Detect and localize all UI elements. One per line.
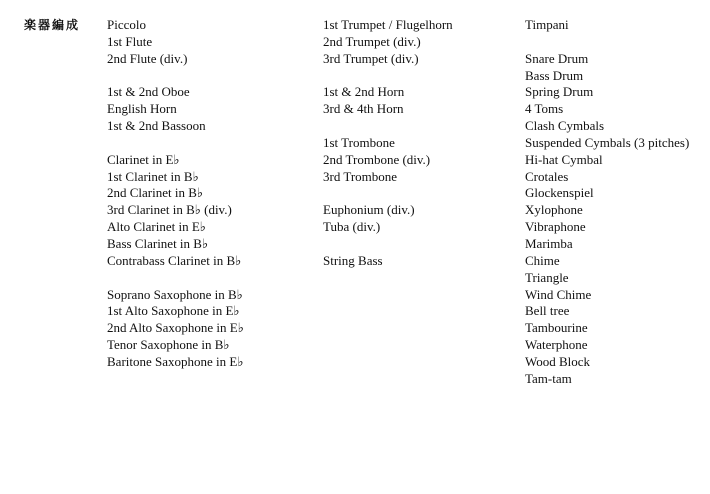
instrument-entry: Spring Drum — [525, 84, 594, 100]
group-spacer — [107, 135, 244, 152]
group-spacer — [107, 68, 244, 85]
instrument-entry: Piccolo — [107, 17, 146, 32]
instrument-entry: Suspended Cymbals (3 pitches) — [525, 134, 690, 150]
instrument-entry: 2nd Trumpet (div.) — [323, 33, 421, 49]
instrument-entry: 1st & 2nd Horn — [323, 84, 405, 100]
instrument-entry: Clash Cymbals — [525, 118, 605, 134]
instrument-entry: 1st Alto Saxophone in E♭ — [107, 303, 240, 319]
instrument-entry: 2nd Alto Saxophone in E♭ — [107, 320, 244, 336]
instrument-column-brass — [323, 17, 453, 270]
instrument-entry: 1st & 2nd Oboe — [107, 84, 190, 100]
instrument-entry: Tuba (div.) — [323, 219, 381, 235]
instrument-entry: English Horn — [107, 101, 177, 117]
group-spacer — [323, 118, 453, 135]
instrument-column-woodwinds — [107, 17, 244, 371]
instrument-entry: Bass Clarinet in B♭ — [107, 235, 209, 251]
instrument-entry: 2nd Trombone (div.) — [323, 151, 431, 167]
instrument-entry: Bell tree — [525, 303, 570, 319]
instrument-entry: Soprano Saxophone in B♭ — [107, 286, 243, 302]
instrument-entry: Crotales — [525, 168, 569, 184]
instrument-column-percussion — [525, 17, 689, 388]
instrument-entry: 2nd Flute (div.) — [107, 50, 188, 66]
group-spacer — [323, 68, 453, 85]
instrument-entry: Timpani — [525, 17, 569, 32]
instrument-entry: Triangle — [525, 269, 569, 285]
group-spacer — [525, 34, 689, 51]
instrument-entry: Wood Block — [525, 353, 591, 369]
instrument-entry: Hi-hat Cymbal — [525, 151, 603, 167]
instrument-entry: 1st Trumpet / Flugelhorn — [323, 17, 453, 32]
instrument-entry: Tambourine — [525, 320, 588, 336]
instrument-entry: 1st Trombone — [323, 134, 395, 150]
group-spacer — [323, 185, 453, 202]
instrument-entry: Glockenspiel — [525, 185, 594, 201]
instrument-entry: String Bass — [323, 252, 383, 268]
group-spacer — [323, 236, 453, 253]
group-spacer — [107, 270, 244, 287]
instrument-entry: 3rd Trumpet (div.) — [323, 50, 419, 66]
instrument-entry: Clarinet in E♭ — [107, 151, 180, 167]
instrument-entry: Euphonium (div.) — [323, 202, 415, 218]
instrument-entry: 2nd Clarinet in B♭ — [107, 185, 204, 201]
instrument-entry: 1st Clarinet in B♭ — [107, 168, 199, 184]
instrument-entry: Baritone Saxophone in E♭ — [107, 353, 244, 369]
instrument-entry: Tam-tam — [525, 370, 572, 386]
instrument-entry: Bass Drum — [525, 67, 584, 83]
instrument-entry: Marimba — [525, 235, 573, 251]
instrument-entry: Vibraphone — [525, 219, 586, 235]
instrument-entry: 3rd & 4th Horn — [323, 101, 404, 117]
instrument-entry: 1st & 2nd Bassoon — [107, 118, 206, 134]
instrument-entry: 3rd Clarinet in B♭ (div.) — [107, 202, 232, 218]
instrument-entry: Snare Drum — [525, 50, 589, 66]
instrument-entry: 3rd Trombone — [323, 168, 398, 184]
instrument-entry: 1st Flute — [107, 33, 153, 49]
instrument-entry: 4 Toms — [525, 101, 564, 117]
instrument-entry: Chime — [525, 252, 560, 268]
instrument-entry: Waterphone — [525, 337, 588, 353]
instrument-entry: Contrabass Clarinet in B♭ — [107, 252, 242, 268]
instrument-entry: Tenor Saxophone in B♭ — [107, 337, 230, 353]
instrumentation-heading: 楽器編成 — [24, 18, 81, 32]
instrument-entry: Xylophone — [525, 202, 583, 218]
instrument-entry: Alto Clarinet in E♭ — [107, 219, 206, 235]
instrument-entry: Wind Chime — [525, 286, 592, 302]
